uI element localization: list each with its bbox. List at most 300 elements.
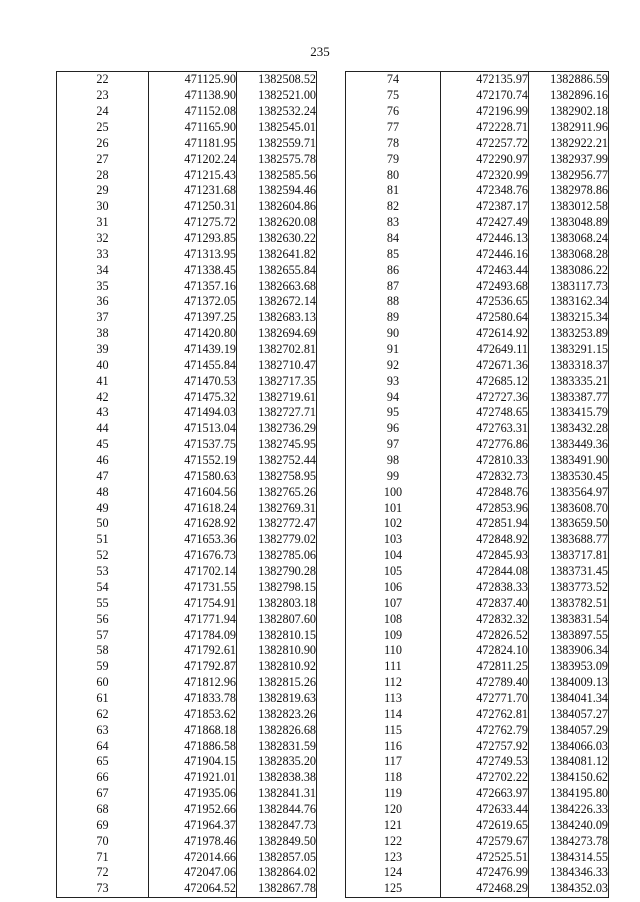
table-row (346, 326, 609, 342)
table-row (346, 278, 609, 294)
table-row (346, 754, 609, 770)
point-number-cell: 69 (57, 817, 149, 833)
table-row (57, 516, 317, 532)
x-coordinate-cell: 472348.76 (441, 183, 529, 199)
table-row (57, 611, 317, 627)
x-coordinate-cell: 471552.19 (149, 453, 237, 469)
x-coordinate-cell: 471357.16 (149, 278, 237, 294)
table-row (57, 754, 317, 770)
x-coordinate-cell: 472762.79 (441, 722, 529, 738)
x-coordinate-cell: 471138.90 (149, 88, 237, 104)
y-coordinate-cell: 1383012.58 (529, 199, 609, 215)
x-coordinate-cell: 471152.08 (149, 104, 237, 120)
x-coordinate-cell: 471165.90 (149, 120, 237, 136)
point-number-cell: 46 (57, 453, 149, 469)
table-row (346, 151, 609, 167)
y-coordinate-cell: 1382508.52 (237, 72, 317, 88)
point-number-cell: 85 (346, 246, 441, 262)
y-coordinate-cell: 1382604.86 (237, 199, 317, 215)
point-number-cell: 121 (346, 817, 441, 833)
table-row (57, 453, 317, 469)
x-coordinate-cell: 471853.62 (149, 706, 237, 722)
table-row (346, 453, 609, 469)
x-coordinate-cell: 472536.65 (441, 294, 529, 310)
point-number-cell: 57 (57, 627, 149, 643)
table-row (346, 72, 609, 88)
point-number-cell: 60 (57, 675, 149, 691)
point-number-cell: 55 (57, 595, 149, 611)
point-number-cell: 52 (57, 548, 149, 564)
table-row (346, 135, 609, 151)
y-coordinate-cell: 1383717.81 (529, 548, 609, 564)
y-coordinate-cell: 1382630.22 (237, 231, 317, 247)
y-coordinate-cell: 1382752.44 (237, 453, 317, 469)
table-row (57, 659, 317, 675)
table-row (57, 357, 317, 373)
x-coordinate-cell: 471439.19 (149, 342, 237, 358)
x-coordinate-cell: 471181.95 (149, 135, 237, 151)
x-coordinate-cell: 472727.36 (441, 389, 529, 405)
point-number-cell: 45 (57, 437, 149, 453)
y-coordinate-cell: 1382911.96 (529, 120, 609, 136)
y-coordinate-cell: 1382867.78 (237, 881, 317, 897)
x-coordinate-cell: 472826.52 (441, 627, 529, 643)
y-coordinate-cell: 1383449.36 (529, 437, 609, 453)
table-row (346, 548, 609, 564)
table-row (346, 722, 609, 738)
point-number-cell: 82 (346, 199, 441, 215)
table-row (346, 104, 609, 120)
point-number-cell: 95 (346, 405, 441, 421)
y-coordinate-cell: 1384226.33 (529, 802, 609, 818)
point-number-cell: 78 (346, 135, 441, 151)
table-row (57, 865, 317, 881)
page-number: 235 (310, 44, 330, 59)
y-coordinate-cell: 1383953.09 (529, 659, 609, 675)
table-row (57, 389, 317, 405)
point-number-cell: 47 (57, 468, 149, 484)
y-coordinate-cell: 1382798.15 (237, 580, 317, 596)
y-coordinate-cell: 1384057.27 (529, 706, 609, 722)
y-coordinate-cell: 1383068.24 (529, 231, 609, 247)
table-row (57, 294, 317, 310)
y-coordinate-cell: 1382815.26 (237, 675, 317, 691)
point-number-cell: 62 (57, 706, 149, 722)
y-coordinate-cell: 1383086.22 (529, 262, 609, 278)
point-number-cell: 98 (346, 453, 441, 469)
table-row (57, 802, 317, 818)
table-row (346, 183, 609, 199)
x-coordinate-cell: 471921.01 (149, 770, 237, 786)
x-coordinate-cell: 472633.44 (441, 802, 529, 818)
x-coordinate-cell: 471231.68 (149, 183, 237, 199)
x-coordinate-cell: 471812.96 (149, 675, 237, 691)
point-number-cell: 73 (57, 881, 149, 897)
table-row (346, 706, 609, 722)
y-coordinate-cell: 1382585.56 (237, 167, 317, 183)
x-coordinate-cell: 472832.32 (441, 611, 529, 627)
x-coordinate-cell: 472463.44 (441, 262, 529, 278)
point-number-cell: 40 (57, 357, 149, 373)
y-coordinate-cell: 1382849.50 (237, 833, 317, 849)
x-coordinate-cell: 472776.86 (441, 437, 529, 453)
point-number-cell: 101 (346, 500, 441, 516)
point-number-cell: 65 (57, 754, 149, 770)
y-coordinate-cell: 1384066.03 (529, 738, 609, 754)
y-coordinate-cell: 1382694.69 (237, 326, 317, 342)
y-coordinate-cell: 1383048.89 (529, 215, 609, 231)
point-number-cell: 44 (57, 421, 149, 437)
x-coordinate-cell: 471653.36 (149, 532, 237, 548)
point-number-cell: 23 (57, 88, 149, 104)
x-coordinate-cell: 471833.78 (149, 691, 237, 707)
y-coordinate-cell: 1383068.28 (529, 246, 609, 262)
point-number-cell: 123 (346, 849, 441, 865)
table-row (57, 72, 317, 88)
x-coordinate-cell: 472320.99 (441, 167, 529, 183)
x-coordinate-cell: 471792.61 (149, 643, 237, 659)
table-row (346, 627, 609, 643)
table-row (346, 659, 609, 675)
point-number-cell: 32 (57, 231, 149, 247)
point-number-cell: 41 (57, 373, 149, 389)
x-coordinate-cell: 471494.03 (149, 405, 237, 421)
y-coordinate-cell: 1382810.15 (237, 627, 317, 643)
point-number-cell: 25 (57, 120, 149, 136)
y-coordinate-cell: 1383117.73 (529, 278, 609, 294)
y-coordinate-cell: 1382702.81 (237, 342, 317, 358)
coordinates-table-right (345, 71, 609, 898)
point-number-cell: 106 (346, 580, 441, 596)
x-coordinate-cell: 471676.73 (149, 548, 237, 564)
x-coordinate-cell: 471784.09 (149, 627, 237, 643)
y-coordinate-cell: 1382710.47 (237, 357, 317, 373)
point-number-cell: 51 (57, 532, 149, 548)
table-row (57, 215, 317, 231)
point-number-cell: 92 (346, 357, 441, 373)
y-coordinate-cell: 1382594.46 (237, 183, 317, 199)
y-coordinate-cell: 1382810.92 (237, 659, 317, 675)
point-number-cell: 89 (346, 310, 441, 326)
table-row (57, 580, 317, 596)
table-row (346, 564, 609, 580)
y-coordinate-cell: 1382769.31 (237, 500, 317, 516)
y-coordinate-cell: 1382641.82 (237, 246, 317, 262)
y-coordinate-cell: 1384273.78 (529, 833, 609, 849)
x-coordinate-cell: 471420.80 (149, 326, 237, 342)
table-row (57, 643, 317, 659)
y-coordinate-cell: 1383773.52 (529, 580, 609, 596)
point-number-cell: 120 (346, 802, 441, 818)
point-number-cell: 107 (346, 595, 441, 611)
y-coordinate-cell: 1382810.90 (237, 643, 317, 659)
table-row (346, 262, 609, 278)
x-coordinate-cell: 471475.32 (149, 389, 237, 405)
table-row (57, 627, 317, 643)
y-coordinate-cell: 1382823.26 (237, 706, 317, 722)
point-number-cell: 81 (346, 183, 441, 199)
x-coordinate-cell: 471978.46 (149, 833, 237, 849)
table-row (346, 532, 609, 548)
point-number-cell: 24 (57, 104, 149, 120)
x-coordinate-cell: 471338.45 (149, 262, 237, 278)
point-number-cell: 108 (346, 611, 441, 627)
x-coordinate-cell: 472811.25 (441, 659, 529, 675)
y-coordinate-cell: 1383253.89 (529, 326, 609, 342)
point-number-cell: 37 (57, 310, 149, 326)
point-number-cell: 83 (346, 215, 441, 231)
y-coordinate-cell: 1382826.68 (237, 722, 317, 738)
x-coordinate-cell: 472762.81 (441, 706, 529, 722)
point-number-cell: 58 (57, 643, 149, 659)
y-coordinate-cell: 1384009.13 (529, 675, 609, 691)
point-number-cell: 103 (346, 532, 441, 548)
table-row (346, 580, 609, 596)
table-row (346, 310, 609, 326)
table-row (346, 421, 609, 437)
y-coordinate-cell: 1382663.68 (237, 278, 317, 294)
y-coordinate-cell: 1382956.77 (529, 167, 609, 183)
table-row (346, 643, 609, 659)
point-number-cell: 30 (57, 199, 149, 215)
point-number-cell: 79 (346, 151, 441, 167)
x-coordinate-cell: 471215.43 (149, 167, 237, 183)
y-coordinate-cell: 1383906.34 (529, 643, 609, 659)
x-coordinate-cell: 472789.40 (441, 675, 529, 691)
x-coordinate-cell: 472832.73 (441, 468, 529, 484)
table-row (57, 246, 317, 262)
point-number-cell: 93 (346, 373, 441, 389)
point-number-cell: 74 (346, 72, 441, 88)
table-row (346, 231, 609, 247)
point-number-cell: 84 (346, 231, 441, 247)
x-coordinate-cell: 472427.49 (441, 215, 529, 231)
point-number-cell: 31 (57, 215, 149, 231)
point-number-cell: 122 (346, 833, 441, 849)
table-row (57, 88, 317, 104)
x-coordinate-cell: 472064.52 (149, 881, 237, 897)
point-number-cell: 80 (346, 167, 441, 183)
x-coordinate-cell: 471513.04 (149, 421, 237, 437)
point-number-cell: 61 (57, 691, 149, 707)
point-number-cell: 59 (57, 659, 149, 675)
point-number-cell: 97 (346, 437, 441, 453)
table-row (346, 120, 609, 136)
point-number-cell: 116 (346, 738, 441, 754)
y-coordinate-cell: 1384150.62 (529, 770, 609, 786)
x-coordinate-cell: 472387.17 (441, 199, 529, 215)
x-coordinate-cell: 472493.68 (441, 278, 529, 294)
table-row (57, 786, 317, 802)
point-number-cell: 50 (57, 516, 149, 532)
table-row (57, 135, 317, 151)
table-row (57, 104, 317, 120)
table-row (346, 373, 609, 389)
point-number-cell: 114 (346, 706, 441, 722)
x-coordinate-cell: 472014.66 (149, 849, 237, 865)
table-row (57, 532, 317, 548)
y-coordinate-cell: 1382937.99 (529, 151, 609, 167)
table-row (346, 246, 609, 262)
point-number-cell: 56 (57, 611, 149, 627)
x-coordinate-cell: 472848.76 (441, 484, 529, 500)
table-row (346, 770, 609, 786)
y-coordinate-cell: 1383215.34 (529, 310, 609, 326)
x-coordinate-cell: 471275.72 (149, 215, 237, 231)
table-row (346, 849, 609, 865)
x-coordinate-cell: 472468.29 (441, 881, 529, 897)
x-coordinate-cell: 471702.14 (149, 564, 237, 580)
table-row (346, 389, 609, 405)
x-coordinate-cell: 472446.16 (441, 246, 529, 262)
x-coordinate-cell: 471202.24 (149, 151, 237, 167)
x-coordinate-cell: 472844.08 (441, 564, 529, 580)
point-number-cell: 99 (346, 468, 441, 484)
y-coordinate-cell: 1383688.77 (529, 532, 609, 548)
x-coordinate-cell: 471935.06 (149, 786, 237, 802)
y-coordinate-cell: 1382772.47 (237, 516, 317, 532)
x-coordinate-cell: 472663.97 (441, 786, 529, 802)
x-coordinate-cell: 471397.25 (149, 310, 237, 326)
x-coordinate-cell: 471618.24 (149, 500, 237, 516)
x-coordinate-cell: 471886.58 (149, 738, 237, 754)
point-number-cell: 88 (346, 294, 441, 310)
table-row (346, 516, 609, 532)
point-number-cell: 87 (346, 278, 441, 294)
y-coordinate-cell: 1384195.80 (529, 786, 609, 802)
table-row (57, 231, 317, 247)
x-coordinate-cell: 471628.92 (149, 516, 237, 532)
y-coordinate-cell: 1382719.61 (237, 389, 317, 405)
x-coordinate-cell: 472757.92 (441, 738, 529, 754)
table-row (57, 120, 317, 136)
x-coordinate-cell: 472771.70 (441, 691, 529, 707)
y-coordinate-cell: 1382717.35 (237, 373, 317, 389)
point-number-cell: 76 (346, 104, 441, 120)
table-row (57, 167, 317, 183)
point-number-cell: 117 (346, 754, 441, 770)
table-row (346, 802, 609, 818)
point-number-cell: 102 (346, 516, 441, 532)
table-row (346, 817, 609, 833)
point-number-cell: 35 (57, 278, 149, 294)
table-row (57, 199, 317, 215)
table-row (57, 262, 317, 278)
y-coordinate-cell: 1382841.31 (237, 786, 317, 802)
x-coordinate-cell: 472290.97 (441, 151, 529, 167)
y-coordinate-cell: 1384041.34 (529, 691, 609, 707)
x-coordinate-cell: 472810.33 (441, 453, 529, 469)
point-number-cell: 63 (57, 722, 149, 738)
y-coordinate-cell: 1382922.21 (529, 135, 609, 151)
y-coordinate-cell: 1382819.63 (237, 691, 317, 707)
x-coordinate-cell: 472851.94 (441, 516, 529, 532)
x-coordinate-cell: 472649.11 (441, 342, 529, 358)
table-row (57, 437, 317, 453)
y-coordinate-cell: 1382902.18 (529, 104, 609, 120)
x-coordinate-cell: 472170.74 (441, 88, 529, 104)
y-coordinate-cell: 1382779.02 (237, 532, 317, 548)
y-coordinate-cell: 1382765.26 (237, 484, 317, 500)
table-row (346, 833, 609, 849)
x-coordinate-cell: 472837.40 (441, 595, 529, 611)
point-number-cell: 38 (57, 326, 149, 342)
x-coordinate-cell: 471293.85 (149, 231, 237, 247)
x-coordinate-cell: 471537.75 (149, 437, 237, 453)
point-number-cell: 28 (57, 167, 149, 183)
point-number-cell: 34 (57, 262, 149, 278)
table-row (57, 405, 317, 421)
y-coordinate-cell: 1382835.20 (237, 754, 317, 770)
x-coordinate-cell: 471470.53 (149, 373, 237, 389)
x-coordinate-cell: 472749.53 (441, 754, 529, 770)
table-row (57, 326, 317, 342)
point-number-cell: 119 (346, 786, 441, 802)
y-coordinate-cell: 1382785.06 (237, 548, 317, 564)
point-number-cell: 53 (57, 564, 149, 580)
y-coordinate-cell: 1383432.28 (529, 421, 609, 437)
y-coordinate-cell: 1382857.05 (237, 849, 317, 865)
table-row (346, 199, 609, 215)
x-coordinate-cell: 472702.22 (441, 770, 529, 786)
point-number-cell: 112 (346, 675, 441, 691)
x-coordinate-cell: 471771.94 (149, 611, 237, 627)
table-row (346, 342, 609, 358)
x-coordinate-cell: 472196.99 (441, 104, 529, 120)
y-coordinate-cell: 1384240.09 (529, 817, 609, 833)
point-number-cell: 77 (346, 120, 441, 136)
y-coordinate-cell: 1383318.37 (529, 357, 609, 373)
point-number-cell: 26 (57, 135, 149, 151)
x-coordinate-cell: 471952.66 (149, 802, 237, 818)
y-coordinate-cell: 1382807.60 (237, 611, 317, 627)
table-row (57, 817, 317, 833)
x-coordinate-cell: 471250.31 (149, 199, 237, 215)
point-number-cell: 110 (346, 643, 441, 659)
x-coordinate-cell: 471868.18 (149, 722, 237, 738)
point-number-cell: 115 (346, 722, 441, 738)
y-coordinate-cell: 1382575.78 (237, 151, 317, 167)
y-coordinate-cell: 1382790.28 (237, 564, 317, 580)
y-coordinate-cell: 1382847.73 (237, 817, 317, 833)
point-number-cell: 111 (346, 659, 441, 675)
y-coordinate-cell: 1384352.03 (529, 881, 609, 897)
point-number-cell: 94 (346, 389, 441, 405)
table-row (57, 548, 317, 564)
y-coordinate-cell: 1383564.97 (529, 484, 609, 500)
x-coordinate-cell: 471754.91 (149, 595, 237, 611)
x-coordinate-cell: 471904.15 (149, 754, 237, 770)
point-number-cell: 86 (346, 262, 441, 278)
table-row (346, 738, 609, 754)
point-number-cell: 54 (57, 580, 149, 596)
y-coordinate-cell: 1383831.54 (529, 611, 609, 627)
x-coordinate-cell: 472619.65 (441, 817, 529, 833)
table-row (57, 833, 317, 849)
table-row (346, 691, 609, 707)
table-row (57, 421, 317, 437)
point-number-cell: 68 (57, 802, 149, 818)
point-number-cell: 71 (57, 849, 149, 865)
table-row (57, 183, 317, 199)
table-row (57, 278, 317, 294)
point-number-cell: 48 (57, 484, 149, 500)
point-number-cell: 39 (57, 342, 149, 358)
y-coordinate-cell: 1384346.33 (529, 865, 609, 881)
x-coordinate-cell: 472047.06 (149, 865, 237, 881)
y-coordinate-cell: 1382978.86 (529, 183, 609, 199)
table-row (346, 611, 609, 627)
